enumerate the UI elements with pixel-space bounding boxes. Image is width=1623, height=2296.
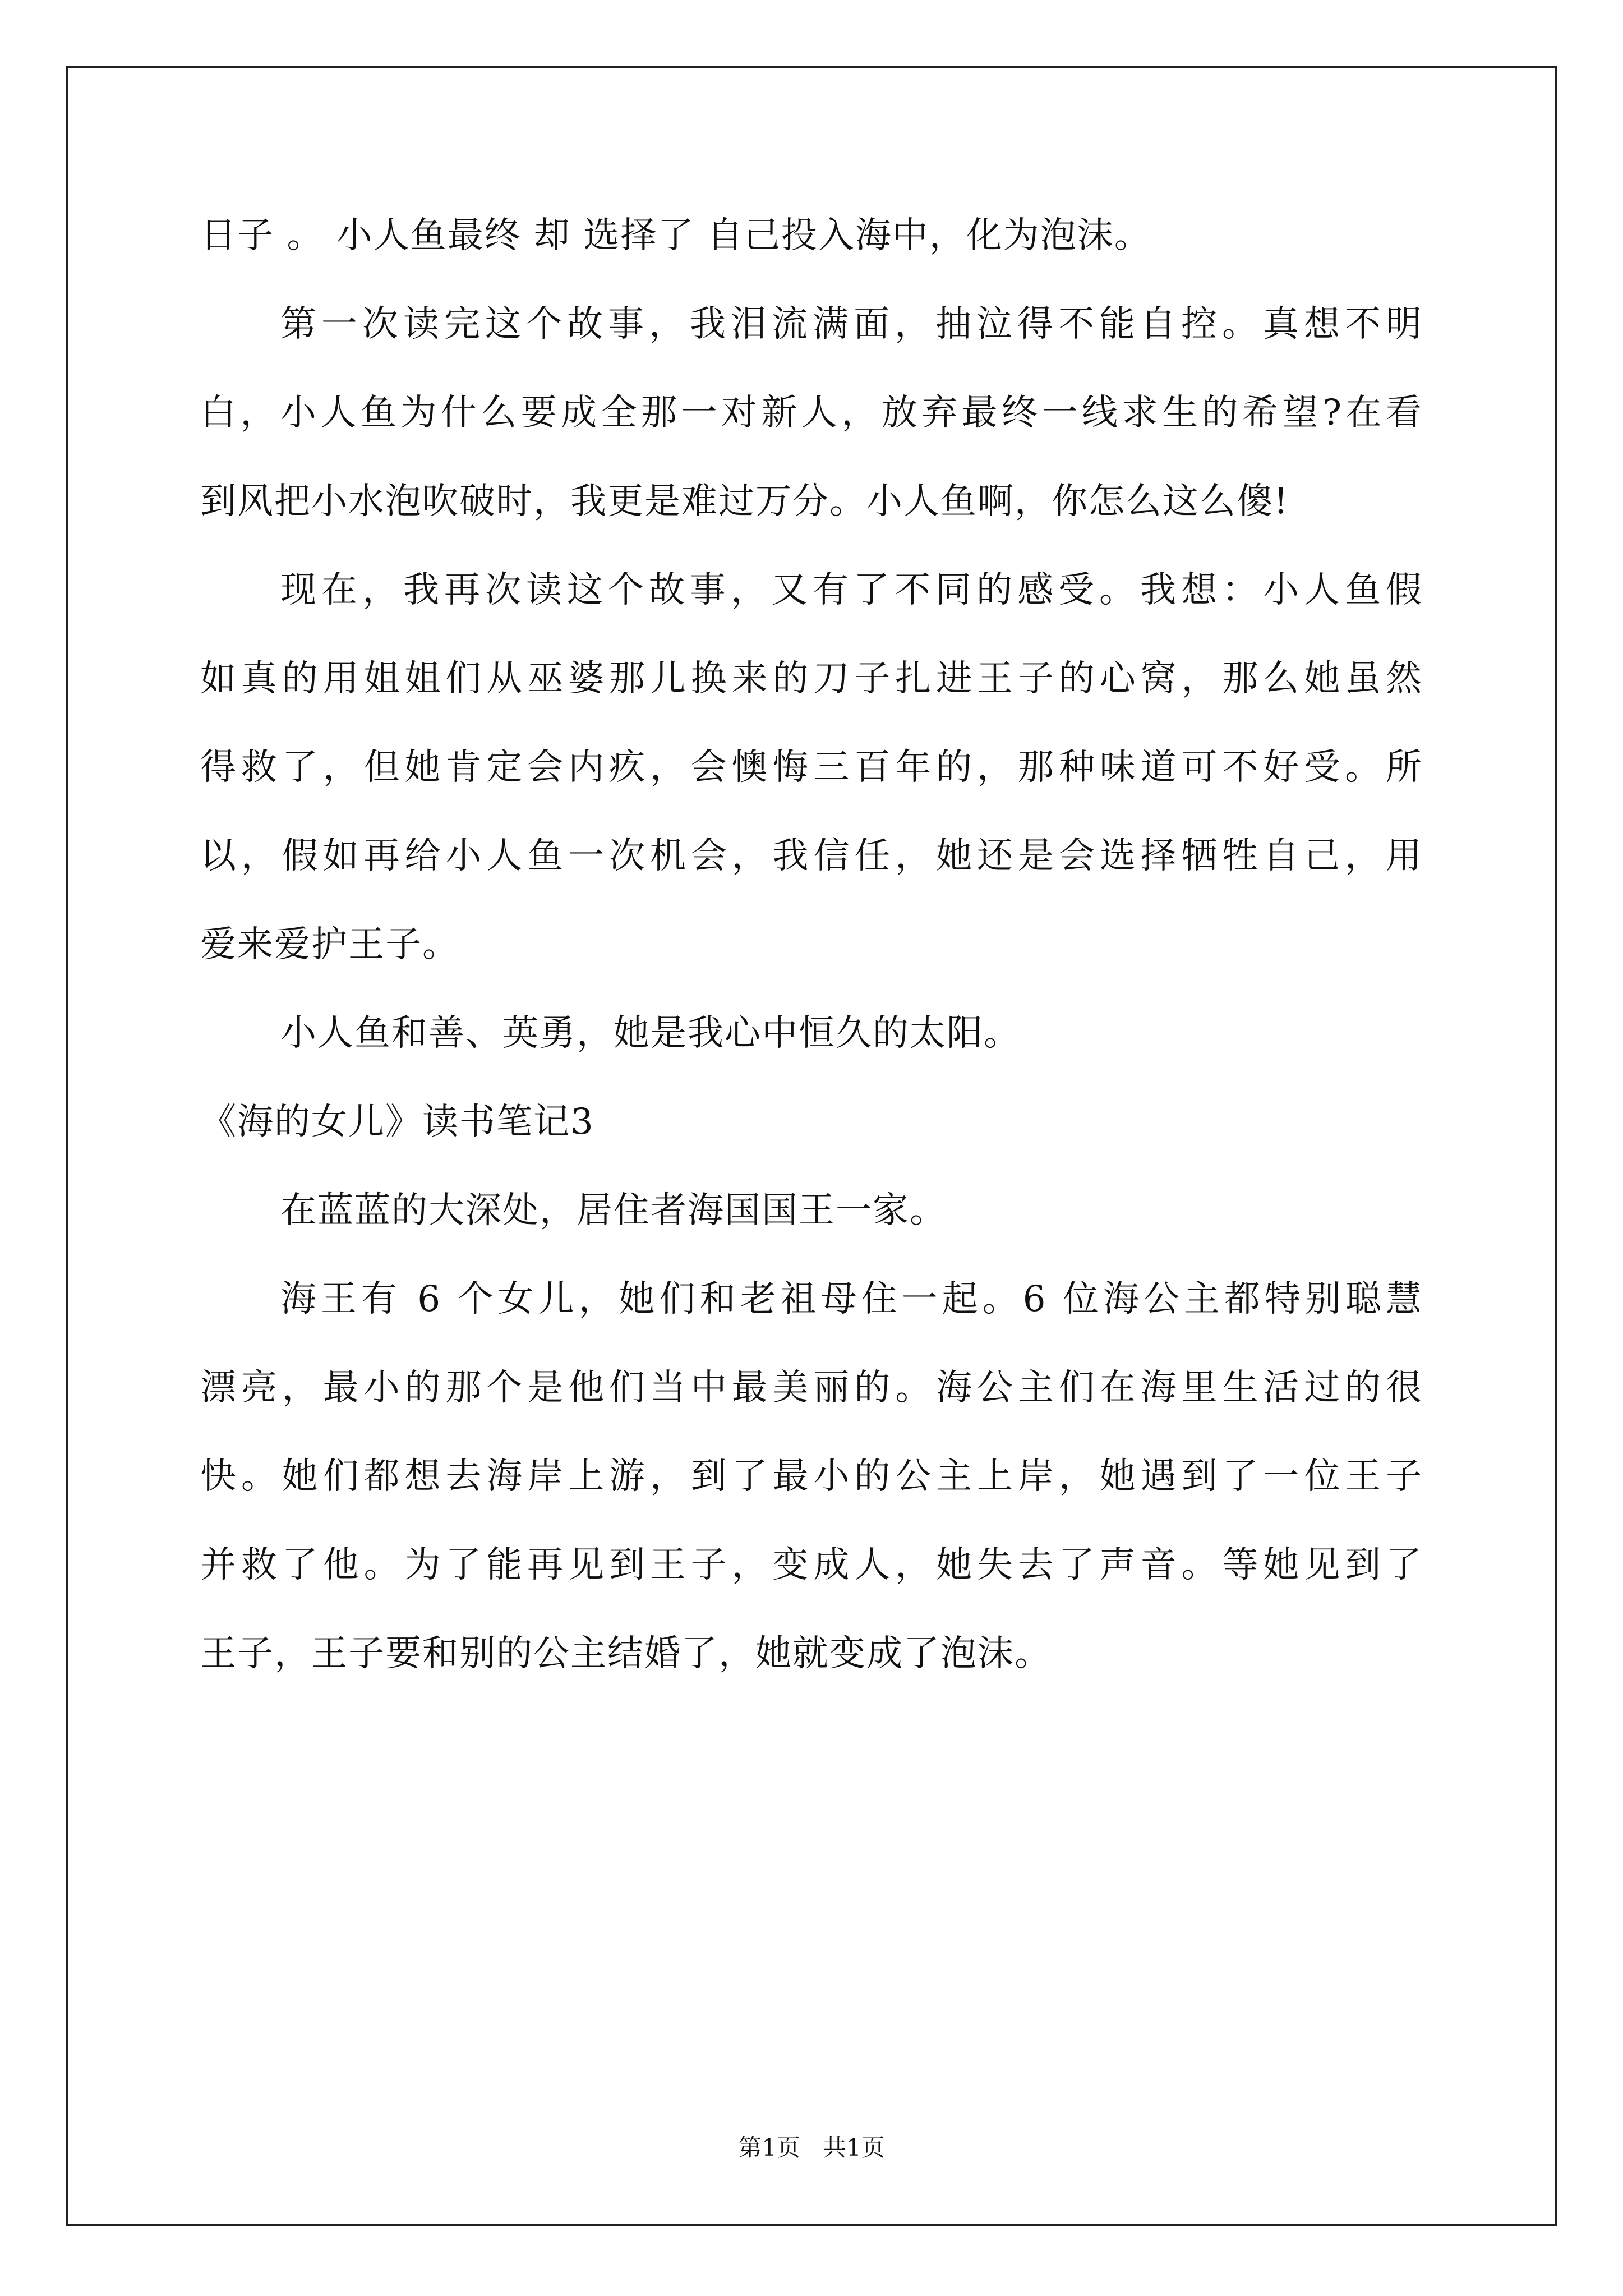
text-line-10: 小人鱼和善、英勇，她是我心中恒久的太阳。 [280, 1013, 1021, 1054]
page-footer: 第1页 共1页 [738, 2134, 885, 2161]
text-line-5: 现在，我再次读这个故事，又有了不同的感受。我想：小人鱼假 [280, 569, 1423, 611]
text-line-7: 得救了，但她肯定会内疚，会懊悔三百年的，那种味道可不好受。所 [200, 747, 1423, 788]
text-line-1: 日子 。 小人鱼最终 却 选择了 自己投入海中，化为泡沫。 [200, 215, 1151, 256]
section-heading: 《海的女儿》读书笔记3 [200, 1101, 594, 1143]
text-line-9: 爱来爱护王子。 [200, 924, 459, 965]
text-line-14: 漂亮，最小的那个是他们当中最美丽的。海公主们在海里生活过的很 [200, 1367, 1423, 1409]
text-line-6: 如真的用姐姐们从巫婆那儿换来的刀子扎进王子的心窝，那么她虽然 [200, 658, 1423, 700]
text-line-2: 第一次读完这个故事，我泪流满面，抽泣得不能自控。真想不明 [280, 303, 1423, 345]
text-line-4: 到风把小水泡吹破时，我更是难过万分。小人鱼啊，你怎么这么傻! [200, 481, 1289, 522]
text-line-15: 快。她们都想去海岸上游，到了最小的公主上岸，她遇到了一位王子 [200, 1456, 1423, 1497]
text-line-8: 以，假如再给小人鱼一次机会，我信任，她还是会选择牺牲自己，用 [200, 835, 1423, 877]
text-line-13: 海王有 6 个女儿，她们和老祖母住一起。6 位海公主都特别聪慧 [280, 1278, 1423, 1320]
text-line-16: 并救了他。为了能再见到王子，变成人，她失去了声音。等她见到了 [200, 1544, 1423, 1586]
text-line-3: 白，小人鱼为什么要成全那一对新人，放弃最终一线求生的希望?在看 [200, 392, 1423, 434]
text-line-12: 在蓝蓝的大深处，居住者海国国王一家。 [280, 1190, 947, 1231]
text-line-17: 王子，王子要和别的公主结婚了，她就变成了泡沫。 [200, 1633, 1052, 1674]
